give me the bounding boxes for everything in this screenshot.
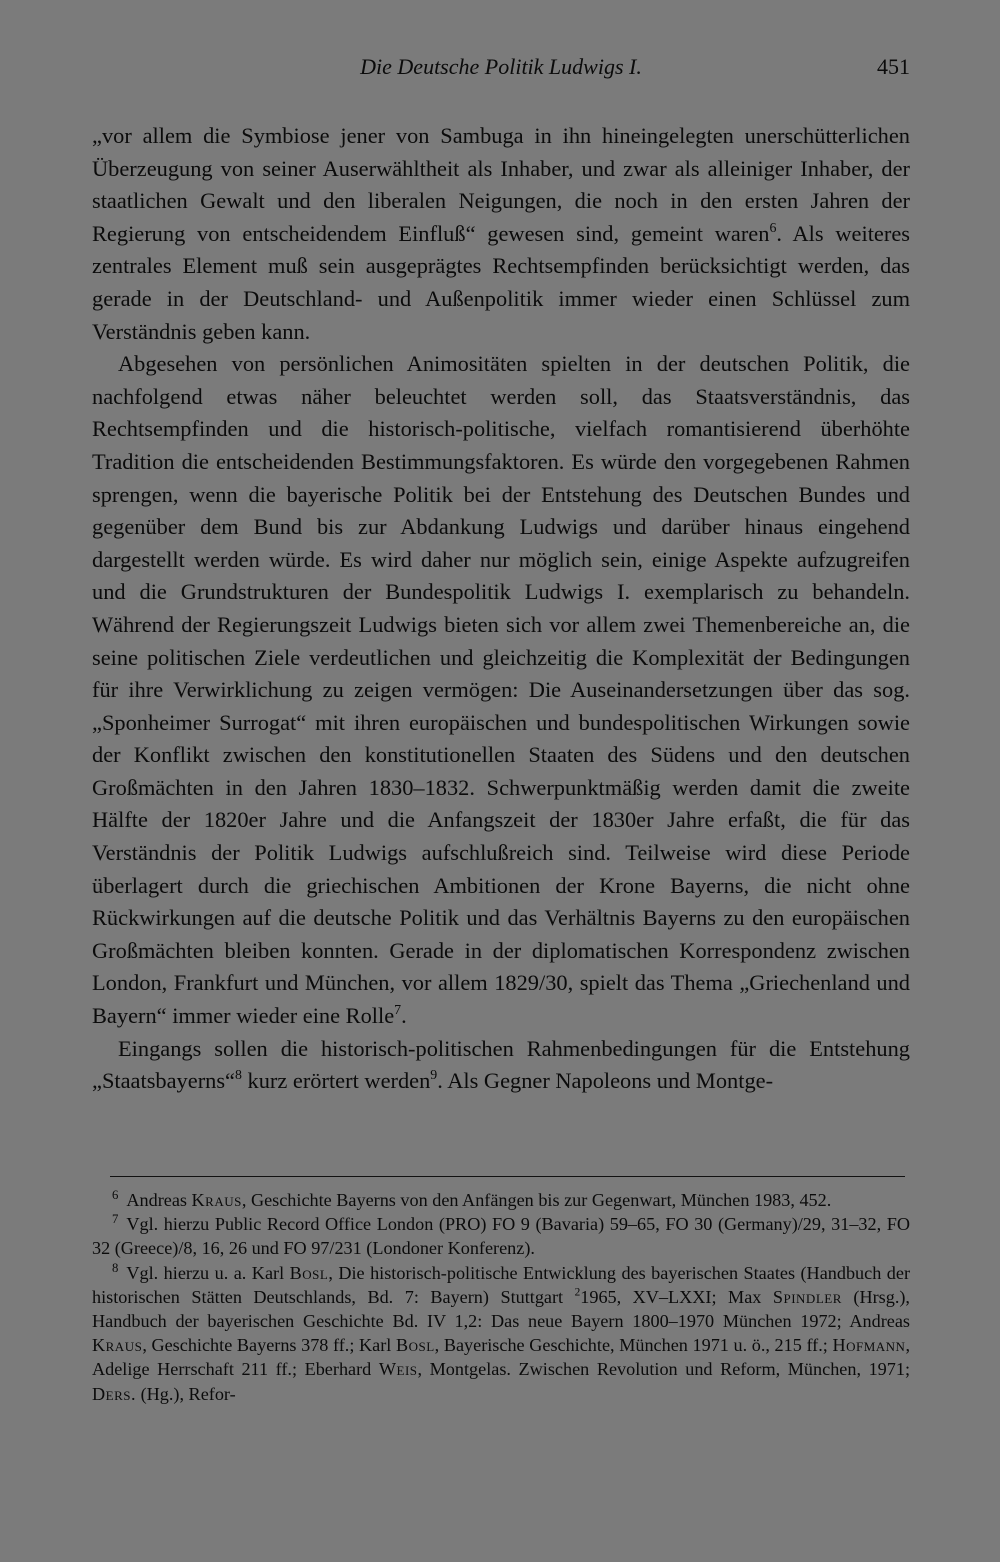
running-header bbox=[92, 54, 910, 88]
paragraph-3-text-b: kurz erörtert werden bbox=[241, 1068, 431, 1094]
footnotes bbox=[92, 1188, 910, 1406]
author-name: Bosl bbox=[289, 1262, 329, 1283]
footnote-number: 8 bbox=[112, 1260, 119, 1275]
footnote-8-text-g: , Adelige Herrschaft 211 ff.; Eberhard bbox=[92, 1335, 910, 1380]
footnote-8-text-i: (Hg.), Refor- bbox=[136, 1383, 236, 1404]
footnote-6-text-b: , Geschichte Bayerns von den Anfängen bis zur Gegenwart, München 1983, 452. bbox=[241, 1190, 832, 1210]
footnote-8-text-c: 1965, XV–LXXI; Max bbox=[580, 1286, 773, 1307]
footnote-number: 7 bbox=[112, 1212, 119, 1227]
author-name: Weis bbox=[378, 1359, 418, 1380]
footnote-8-text-f: , Bayerische Geschichte, München 1971 u. ö., 215 ff.; bbox=[434, 1335, 833, 1356]
author-name: Ders. bbox=[92, 1383, 137, 1404]
footnote-6 bbox=[92, 1188, 910, 1212]
footnote-6-text-a: Andreas bbox=[126, 1190, 192, 1210]
paragraph-1 bbox=[92, 120, 910, 348]
paragraph-3 bbox=[92, 1033, 910, 1098]
footnote-ref-7[interactable]: 7 bbox=[394, 1003, 402, 1019]
paragraph-2-text-b: . bbox=[401, 1003, 407, 1029]
paragraph-3-text-c: . Als Gegner Napoleons und Montge- bbox=[437, 1068, 774, 1094]
footnote-8-text-e: , Geschichte Bayerns 378 ff.; Karl bbox=[142, 1335, 396, 1356]
footnote-7 bbox=[92, 1212, 910, 1260]
paragraph-2-text-a: Abgesehen von persönlichen Animositäten spielten in der deutschen Politik, die nachfolgend etwas näher beleuchtet werden soll, das Staatsverständnis, das Rechtsempfinden und die historisch-politische, vielfach romantisierend überhöhte Tradition die entscheidenden Bestimmungsfaktoren. Es würde den vorgegebenen Rahmen sprengen, wenn die bayerische Politik bei der Entstehung des Deutschen Bundes und gegenüber dem Bund bis zur Abdankung Ludwigs und darüber hinaus eingehend dargestellt werden würde. Es wird daher nur möglich sein, einige Aspekte aufzugreifen und die Grundstrukturen der Bundespolitik Ludwigs I. exemplarisch zu behandeln. Während der Regierungszeit Ludwigs bieten sich vor allem zwei Themenbereiche an, die seine politischen Ziele verdeutlichen und gleichzeitig die Komplexität der Bedingungen für ihre Verwirklichung zu zeigen vermögen: Die Auseinandersetzungen über das sog. „Sponheimer Surrogat“ mit ihren europäischen und bundespolitischen Wirkungen sowie der Konflikt zwischen den konstitutionellen Staaten des Südens und den deutschen Großmächten in den Jahren 1830–1832. Schwerpunktmäßig werden damit die zweite Hälfte der 1820er Jahre und die Anfangszeit der 1830er Jahre erfaßt, die für das Verständnis der Politik Ludwigs aufschlußreich sind. Teilweise wird diese Periode überlagert durch die griechischen Ambitionen der Krone Bayerns, die nicht ohne Rückwirkungen auf die deutsche Politik und das Verhältnis Bayerns zu den europäischen Großmächten bleiben konnten. Gerade in der diplomatischen Korrespondenz zwischen London, Frankfurt und München, vor allem 1829/30, spielt das Thema „Griechenland und Bayern“ immer wieder eine Rolle bbox=[92, 351, 910, 1029]
edition-superscript: 2 bbox=[574, 1286, 581, 1299]
paragraph-3-text-a: Eingangs sollen die historisch-politischen Rahmenbedingungen für die Entstehung „Staatsbayerns“ bbox=[92, 1035, 910, 1094]
page-number: 451 bbox=[877, 54, 910, 79]
footnote-7-text: Vgl. hierzu Public Record Office London (PRO) FO 9 (Bavaria) 59–65, FO 30 (Germany)/29, 31–32, FO 32 (Greece)/8, 16, 26 und FO 97/231 (Londoner Konferenz). bbox=[92, 1214, 910, 1259]
footnote-8-text-b: , Die historisch-politische Entwicklung des bayerischen Staates (Handbuch der historischen Stätten Deutschlands, Bd. 7: Bayern) Stuttgart bbox=[92, 1262, 911, 1307]
footnote-8-text-h: , Montgelas. Zwischen Revolution und Reform, München, 1971; bbox=[417, 1359, 911, 1380]
footnote-ref-6[interactable]: 6 bbox=[769, 220, 777, 236]
author-name: Kraus bbox=[92, 1335, 143, 1356]
author-name: Hofmann bbox=[832, 1335, 906, 1356]
paragraph-2 bbox=[92, 348, 910, 1032]
footnote-ref-9[interactable]: 9 bbox=[430, 1068, 438, 1084]
author-name: Bosl bbox=[395, 1335, 435, 1356]
author-name: Kraus bbox=[191, 1190, 242, 1210]
footnote-8-text-a: Vgl. hierzu u. a. Karl bbox=[126, 1262, 290, 1283]
footnote-8 bbox=[92, 1261, 910, 1406]
paragraph-1-text-b: . Als weiteres zentrales Element muß sein ausgeprägtes Rechtsempfinden berücksichtigt werden, das gerade in der Deutschland- und Außenpolitik immer wieder einen Schlüssel zum Verständnis geben kann. bbox=[92, 220, 910, 344]
footnote-rule bbox=[110, 1176, 905, 1177]
footnote-ref-8[interactable]: 8 bbox=[235, 1068, 242, 1084]
body-text bbox=[92, 120, 910, 1098]
paragraph-1-text-a: „vor allem die Symbiose jener von Sambuga in ihn hineingelegten unerschütterlichen Überzeugung von seiner Auserwähltheit als Inhaber, und zwar als alleiniger Inhaber, der staatlichen Gewalt und den liberalen Neigungen, die noch in den ersten Jahren der Regierung von entscheidendem Einfluß“ gewesen sind, gemeint waren bbox=[92, 123, 910, 246]
running-title: Die Deutsche Politik Ludwigs I. bbox=[360, 54, 642, 79]
footnote-number: 6 bbox=[112, 1188, 119, 1202]
footnote-8-text-d: (Hrsg.), Handbuch der bayerischen Geschichte Bd. IV 1,2: Das neue Bayern 1800–1970 München 1972; Andreas bbox=[92, 1286, 910, 1332]
author-name: Spindler bbox=[772, 1286, 842, 1307]
